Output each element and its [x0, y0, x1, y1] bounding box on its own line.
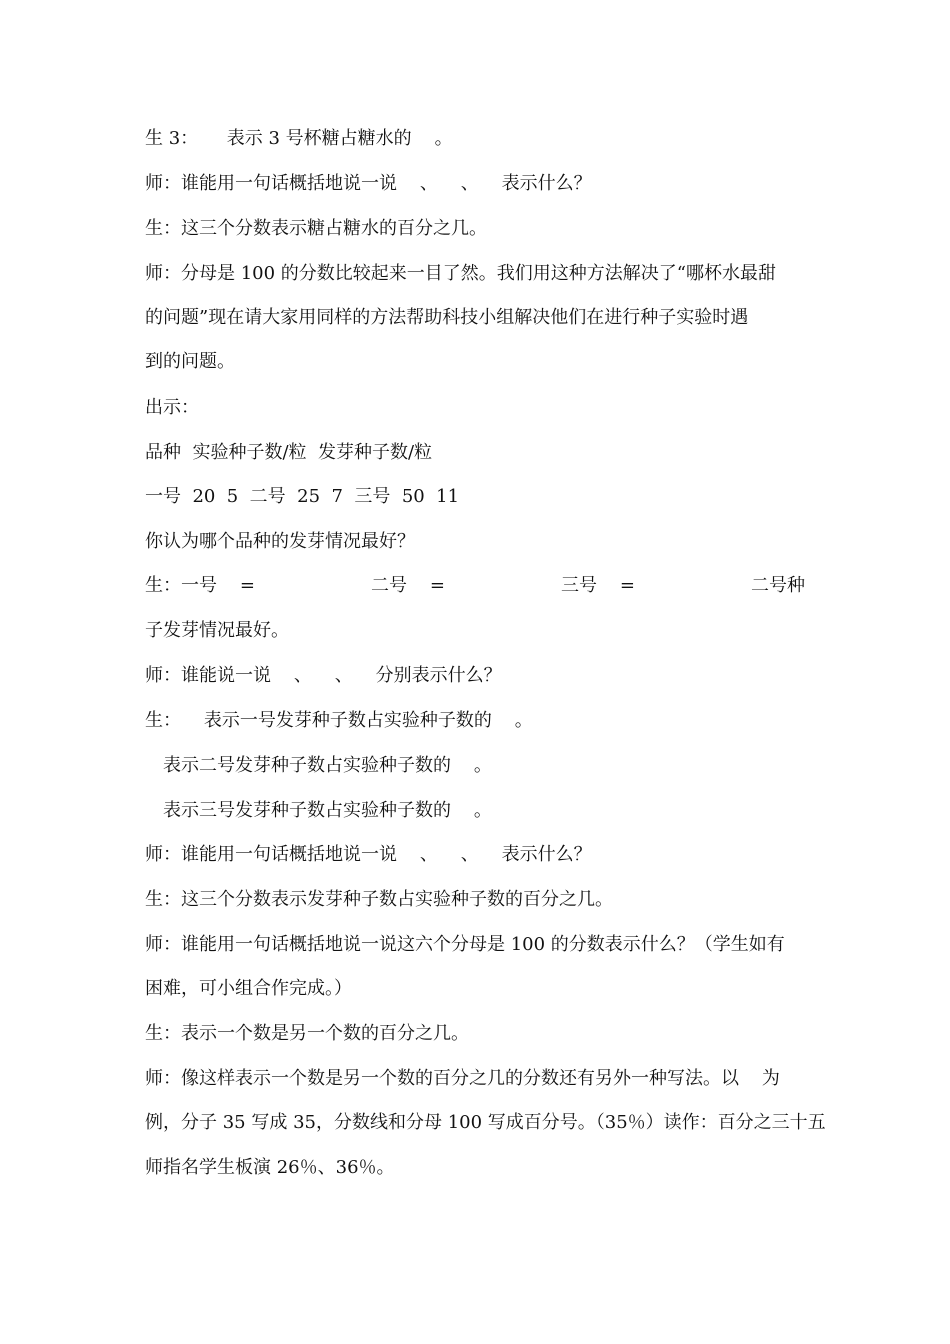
answer-part-1: 生：一号 = — [145, 575, 255, 596]
text-line: 表示二号发芽种子数占实验种子数的 。 — [163, 755, 492, 776]
text-line: 生： 表示一号发芽种子数占实验种子数的 。 — [145, 710, 533, 731]
answer-part-4: 二号种 — [751, 575, 805, 596]
text-line: 生：这三个分数表示发芽种子数占实验种子数的百分之几。 — [145, 889, 613, 910]
text-line: 出示： — [145, 397, 199, 418]
text-line: 师：像这样表示一个数是另一个数的百分之几的分数还有另外一种写法。以 为 — [145, 1068, 780, 1089]
text-line: 困难，可小组合作完成。） — [145, 978, 352, 999]
text-line: 生 3： 表示 3 号杯糖占糖水的 。 — [145, 128, 453, 149]
text-line: 的问题”现在请大家用同样的方法帮助科技小组解决他们在进行种子实验时遇 — [145, 307, 749, 328]
text-line: 到的问题。 — [145, 351, 235, 372]
text-line: 生：表示一个数是另一个数的百分之几。 — [145, 1023, 469, 1044]
table-data-line: 一号 20 5 二号 25 7 三号 50 11 — [145, 486, 460, 507]
text-line: 例，分子 35 写成 35，分数线和分母 100 写成百分号。（35％）读作：百分之三十五 — [145, 1112, 826, 1133]
text-line: 师：谁能说一说 、 、 分别表示什么？ — [145, 665, 502, 686]
table-header-line: 品种 实验种子数/粒 发芽种子数/粒 — [145, 442, 433, 463]
text-line: 师：谁能用一句话概括地说一说 、 、 表示什么？ — [145, 844, 592, 865]
text-line: 师：谁能用一句话概括地说一说 、 、 表示什么？ — [145, 173, 592, 194]
text-line: 子发芽情况最好。 — [145, 620, 289, 641]
text-line: 生：这三个分数表示糖占糖水的百分之几。 — [145, 218, 487, 239]
answer-row — [145, 574, 805, 598]
answer-part-2: 二号 = — [371, 575, 445, 596]
text-line: 师：分母是 100 的分数比较起来一目了然。我们用这种方法解决了“哪杯水最甜 — [145, 263, 776, 284]
text-line: 师指名学生板演 26％、36％。 — [145, 1157, 395, 1178]
text-line: 师：谁能用一句话概括地说一说这六个分母是 100 的分数表示什么？（学生如有 — [145, 934, 785, 955]
text-line: 表示三号发芽种子数占实验种子数的 。 — [163, 800, 492, 821]
text-line: 你认为哪个品种的发芽情况最好？ — [145, 531, 415, 552]
answer-part-3: 三号 = — [561, 575, 635, 596]
